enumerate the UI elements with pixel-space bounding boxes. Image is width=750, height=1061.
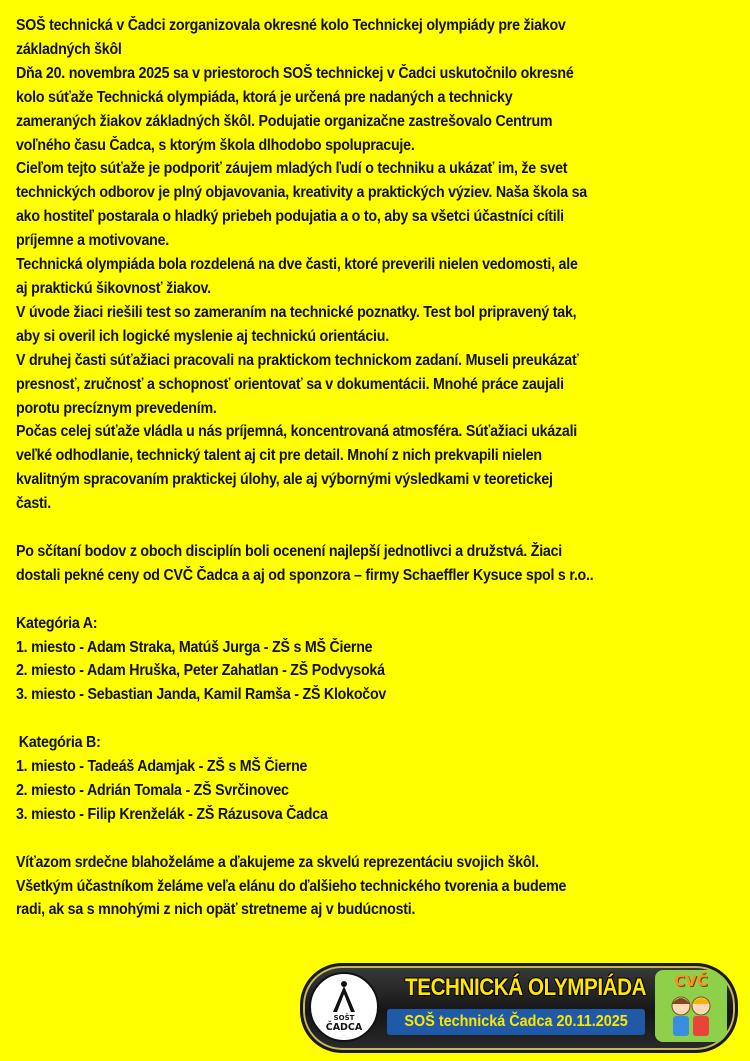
article-line: radi, ak sa s mnohými z nich opäť stretneme aj v budúcnosti. [16, 901, 416, 919]
paragraph-gap [16, 516, 738, 540]
category-a-heading: Kategória A: [16, 614, 98, 632]
banner-subtitle-text: SOŠ technická Čadca 20.11.2025 [404, 1013, 628, 1030]
partner-logo [655, 970, 727, 1042]
banner-title: TECHNICKÁ OLYMPIÁDA [405, 974, 647, 1001]
article-line: kolo súťaže Technická olympiáda, ktorá je určená pre nadaných a technicky [16, 88, 513, 106]
article-line: časti. [16, 495, 51, 513]
article-line: príjemne a motivovane. [16, 232, 170, 250]
school-logo [309, 972, 379, 1042]
category-a-place-3: 3. miesto - Sebastian Janda, Kamil Ramša - ZŠ Klokočov [16, 686, 387, 704]
school-logo-big-text: ČADCA [325, 1022, 363, 1033]
article-line: zameraných žiakov základných škôl. Podujatie organizačne zastrešovalo Centrum [16, 112, 553, 130]
article-line: aj praktickú šikovnosť žiakov. [16, 279, 211, 297]
category-b-heading: Kategória B: [18, 734, 101, 752]
event-banner [300, 963, 738, 1053]
article-line: presnosť, zručnosť a schopnosť orientovať sa v dokumentácii. Mnohé práce zaujali [16, 375, 564, 393]
article-line: Všetkým účastníkom želáme veľa elánu do ďalšieho technického tvorenia a budeme [16, 877, 567, 895]
category-b-place-2: 2. miesto - Adrián Tomala - ZŠ Svrčinovec [16, 781, 289, 799]
category-b-place-1: 1. miesto - Tadeáš Adamjak - ZŠ s MŠ Čierne [16, 758, 308, 776]
paragraph-gap [16, 827, 738, 851]
category-a-place-1: 1. miesto - Adam Straka, Matúš Jurga - ZŠ s MŠ Čierne [16, 638, 373, 656]
article-line: porotu precíznym prevedením. [16, 399, 217, 417]
article-line: kvalitným spracovaním praktickej úlohy, ale aj výbornými výsledkami v teoretickej [16, 471, 553, 489]
article-line: V úvode žiaci riešili test so zameraním na technické poznatky. Test bol pripravený tak, [16, 303, 577, 321]
article-line: Víťazom srdečne blahoželáme a ďakujeme za skvelú reprezentáciu svojich škôl. [16, 853, 539, 871]
article-line: ako hostiteľ postarala o hladký priebeh podujatia a o to, aby sa všetci účastníci cítili [16, 208, 564, 226]
category-b-place-3: 3. miesto - Filip Krenželák - ZŠ Rázusova Čadca [16, 805, 328, 823]
article-line: dostali pekné ceny od CVČ Čadca a aj od sponzora – firmy Schaeffler Kysuce spol s r.o.. [16, 566, 594, 584]
article-line: V druhej časti súťažiaci pracovali na praktickom technickom zadaní. Museli preukázať [16, 351, 579, 369]
article-line: voľného času Čadca, s ktorým škola dlhodobo spolupracuje. [16, 136, 415, 154]
article-line: Počas celej súťaže vládla u nás príjemná, koncentrovaná atmosféra. Súťažiaci ukázali [16, 423, 578, 441]
article-line: veľké odhodlanie, technický talent aj cit pre detail. Mnohí z nich prekvapili nielen [16, 447, 542, 465]
partner-logo-text: CVČ [674, 972, 708, 990]
article-line: Dňa 20. novembra 2025 sa v priestoroch SOŠ technickej v Čadci uskutočnilo okresné [16, 64, 574, 82]
article-line: aby si overil ich logické myslenie aj technickú orientáciu. [16, 327, 389, 345]
banner-subtitle [387, 1009, 645, 1035]
article-line: Cieľom tejto súťaže je podporiť záujem mladých ľudí o techniku a ukázať im, že svet [16, 160, 568, 178]
article-line: technických odborov je plný objavovania, kreativity a praktických výziev. Naša škola sa [16, 184, 587, 202]
article-headline: SOŠ technická v Čadci zorganizovala okresné kolo Technickej olympiády pre žiakov [16, 17, 566, 34]
school-logo-small-text: SOŠT [333, 1014, 355, 1022]
paragraph-gap [16, 707, 738, 731]
article-line: Technická olympiáda bola rozdelená na dve časti, ktoré preverili nielen vedomosti, ale [16, 256, 578, 274]
kids-icon [655, 970, 727, 1042]
category-a-place-2: 2. miesto - Adam Hruška, Peter Zahatlan - ZŠ Podvysoká [16, 662, 385, 680]
article [16, 14, 738, 922]
article-headline-cont: základných škôl [16, 40, 122, 58]
article-line: Po sčítaní bodov z oboch disciplín boli ocenení najlepší jednotlivci a družstvá. Žiaci [16, 542, 562, 560]
paragraph-gap [16, 588, 738, 612]
